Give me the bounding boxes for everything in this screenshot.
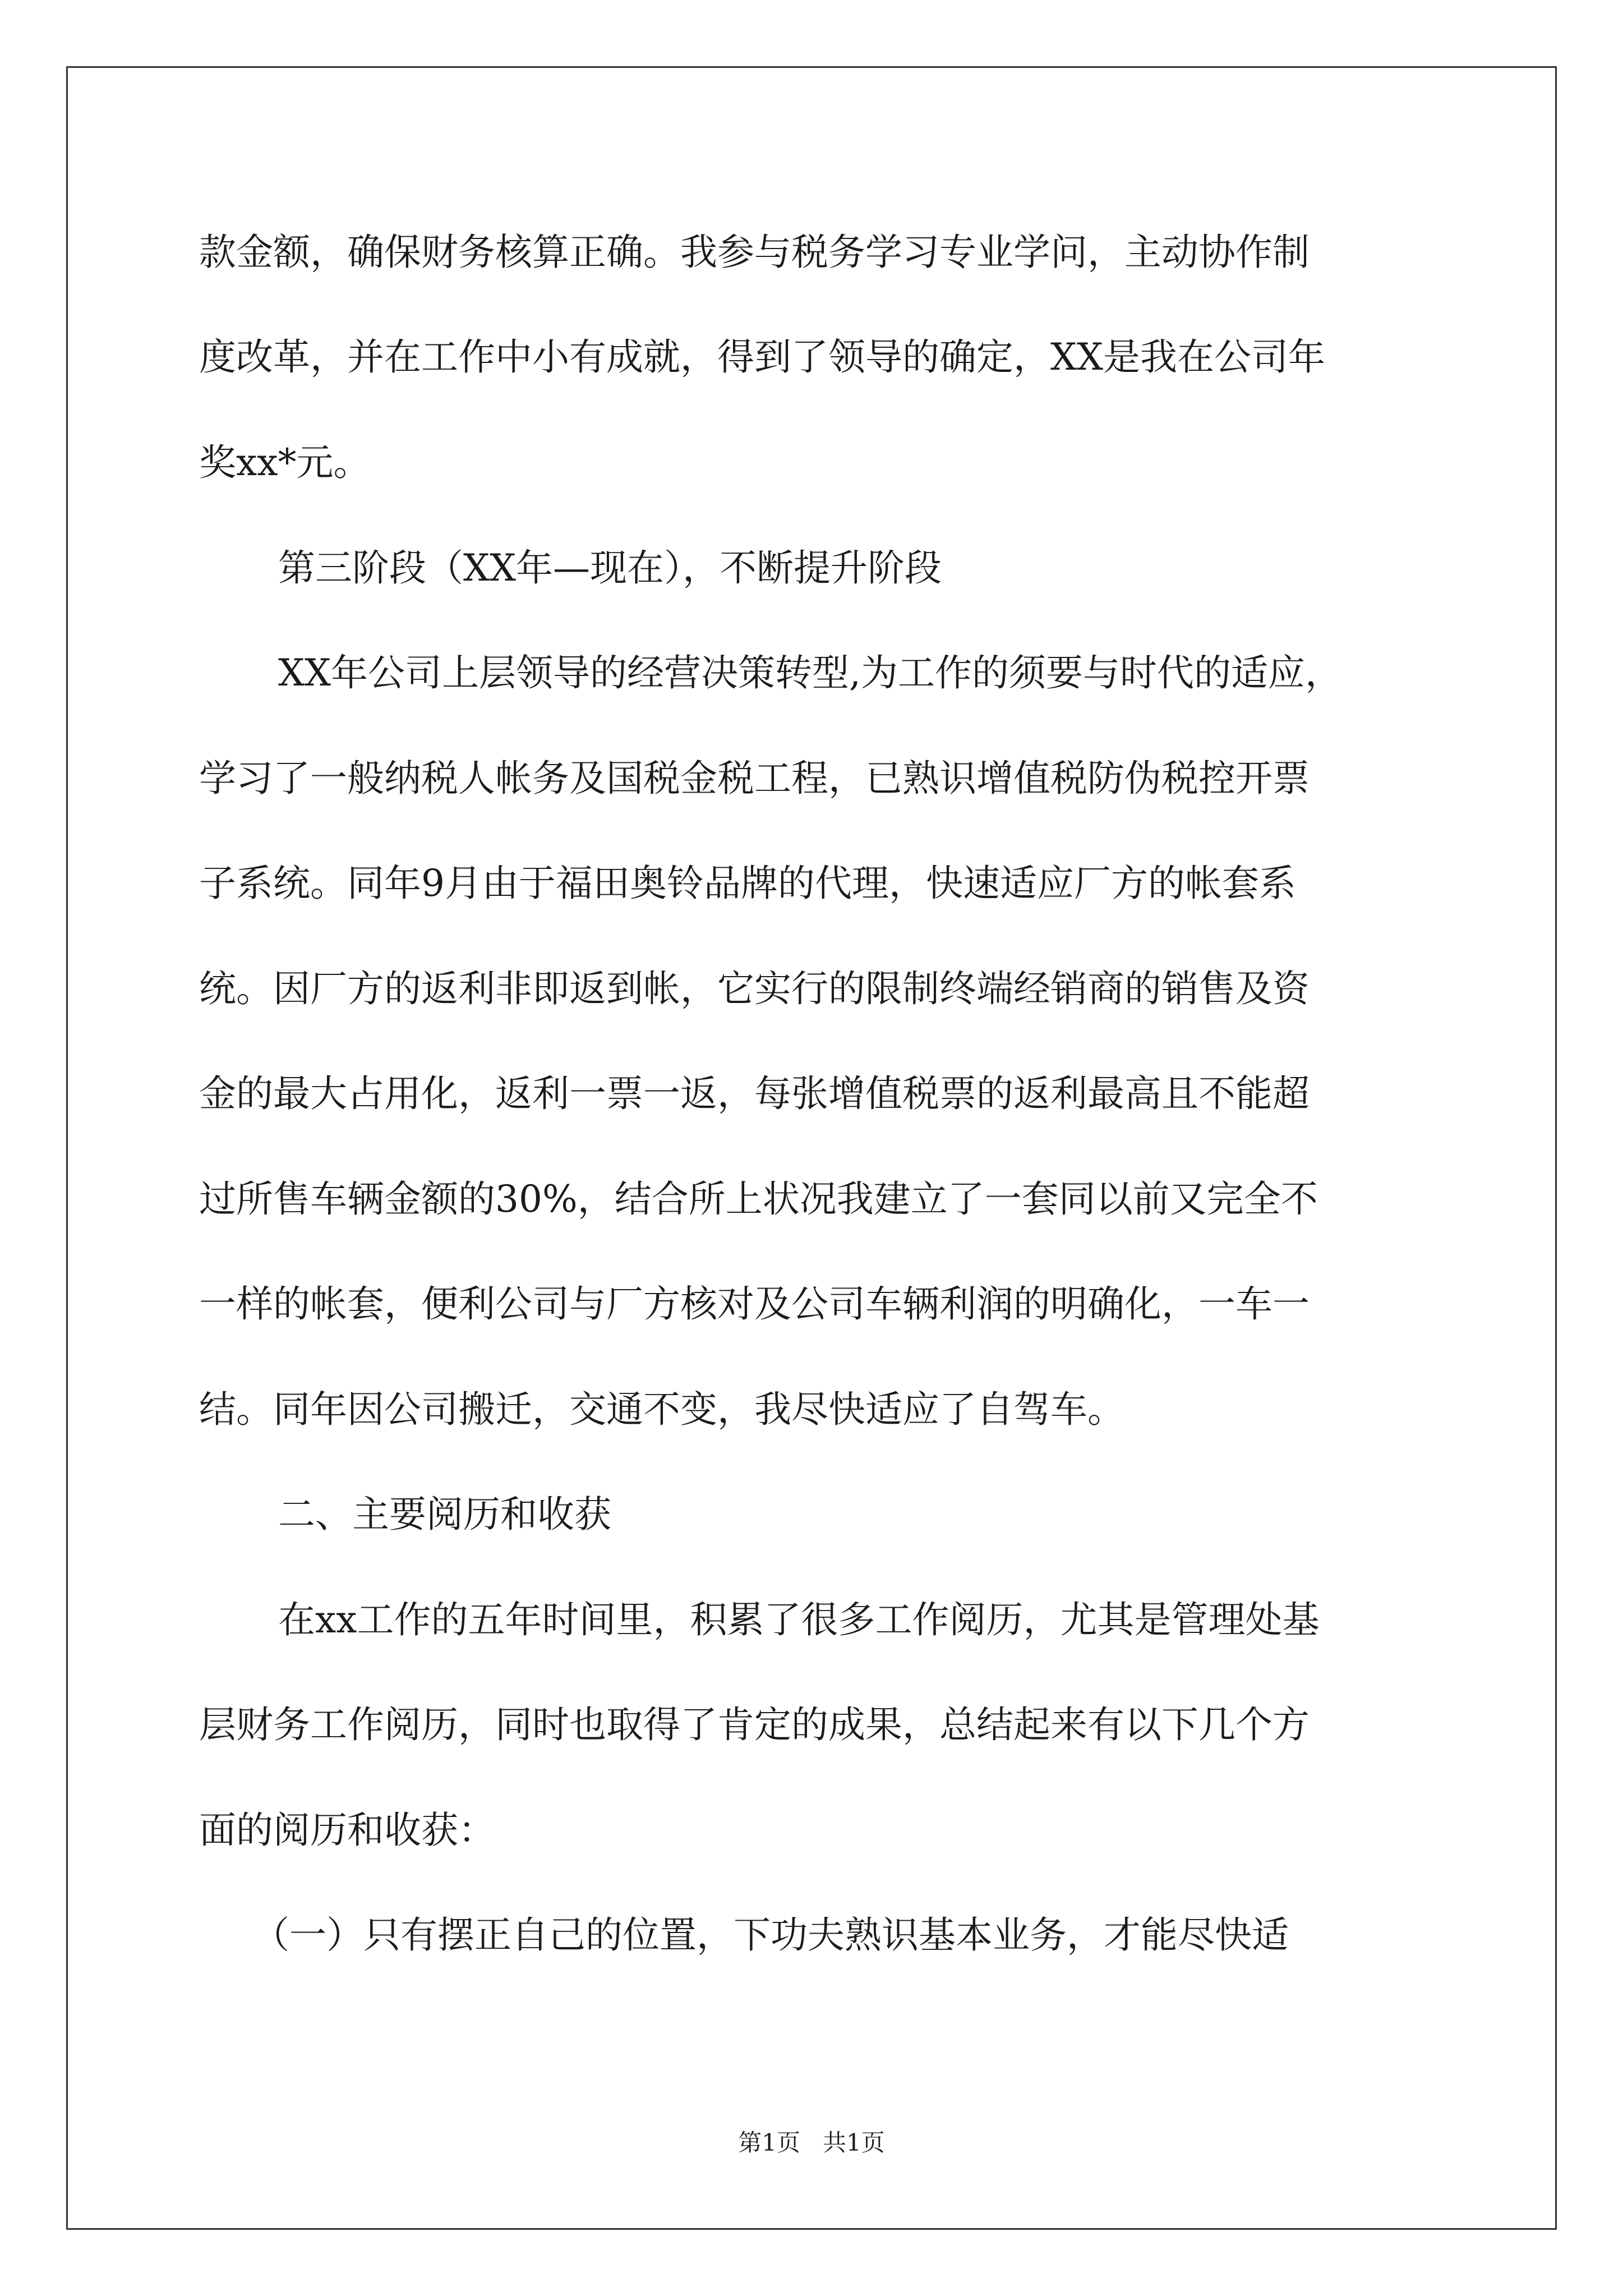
text-line-7: 子系统。同年9月由于福田奥铃品牌的代理，快速适应厂方的帐套系 bbox=[199, 862, 1296, 905]
text-line-1: 款金额，确保财务核算正确。我参与税务学习专业学问，主动协作制 bbox=[199, 231, 1310, 274]
text-line-5: XX年公司上层领导的经营决策转型,为工作的须要与时代的适应， bbox=[278, 651, 1342, 694]
text-line-16: 面的阅历和收获： bbox=[199, 1809, 495, 1852]
text-line-10: 过所售车辆金额的30%，结合所上状况我建立了一套同以前又完全不 bbox=[199, 1177, 1318, 1221]
page-number-footer: 第1页 共1页 bbox=[738, 2129, 885, 2156]
text-line-12: 结。同年因公司搬迁，交通不变，我尽快适应了自驾车。 bbox=[199, 1388, 1124, 1431]
text-line-14: 在xx工作的五年时间里，积累了很多工作阅历，尤其是管理处基 bbox=[278, 1598, 1320, 1641]
text-line-11: 一样的帐套，便利公司与厂方核对及公司车辆利润的明确化，一车一 bbox=[199, 1282, 1310, 1326]
text-line-17: （一）只有摆正自己的位置，下功夫熟识基本业务，才能尽快适 bbox=[252, 1913, 1289, 1957]
section-heading-experience: 二、主要阅历和收获 bbox=[278, 1493, 611, 1536]
section-heading-stage-three: 第三阶段（XX年—现在），不断提升阶段 bbox=[278, 546, 942, 590]
text-line-2: 度改革，并在工作中小有成就，得到了领导的确定，XX是我在公司年 bbox=[199, 335, 1325, 379]
text-line-9: 金的最大占用化，返利一票一返，每张增值税票的返利最高且不能超 bbox=[199, 1072, 1310, 1115]
text-line-3: 奖xx*元。 bbox=[199, 441, 371, 484]
text-line-8: 统。因厂方的返利非即返到帐，它实行的限制终端经销商的销售及资 bbox=[199, 967, 1310, 1010]
text-line-15: 层财务工作阅历，同时也取得了肯定的成果，总结起来有以下几个方 bbox=[199, 1703, 1310, 1746]
text-line-6: 学习了一般纳税人帐务及国税金税工程，已熟识增值税防伪税控开票 bbox=[199, 757, 1310, 800]
page-border bbox=[66, 66, 1557, 2230]
